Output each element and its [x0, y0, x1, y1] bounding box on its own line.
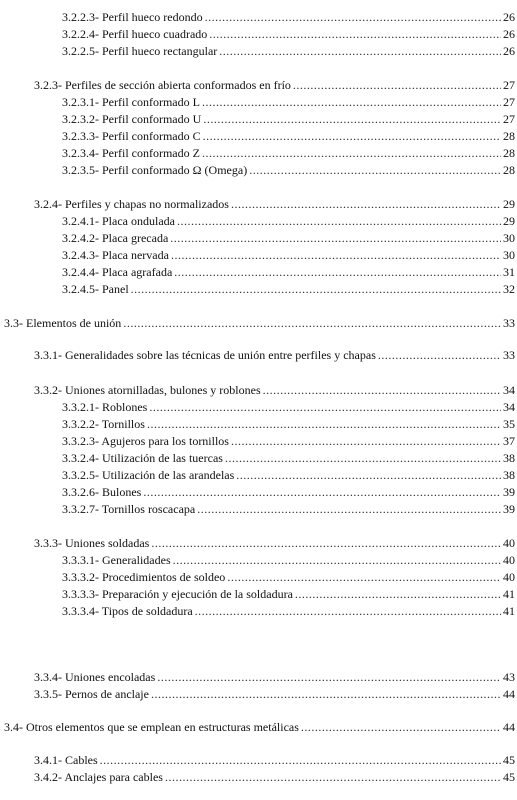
toc-entry-page: 40	[503, 536, 515, 550]
toc-entry-page: 26	[503, 10, 515, 24]
toc-entry-label: 3.2.3.3- Perfil conformado C	[62, 129, 201, 143]
toc-entry-label: 3.3.4- Uniones encoladas	[34, 670, 156, 684]
toc-entry	[62, 604, 515, 619]
toc-entry-label: 3.2.3.4- Perfil conformado Z	[62, 146, 200, 160]
toc-entry	[34, 770, 515, 785]
toc-entry-page: 28	[503, 129, 515, 143]
toc-entry	[62, 434, 515, 449]
dot-leader	[195, 604, 501, 619]
toc-entry	[62, 417, 515, 432]
toc-entry-page: 26	[503, 44, 515, 58]
toc-entry-page: 45	[503, 770, 515, 784]
toc-entry-page: 28	[503, 163, 515, 177]
toc-entry	[62, 502, 515, 517]
toc-entry-page: 33	[503, 316, 515, 330]
toc-entry-label: 3.3.2.2- Tornillos	[62, 417, 145, 431]
toc-entry	[34, 197, 515, 212]
dot-leader	[205, 10, 501, 25]
toc-entry	[62, 10, 515, 25]
dot-leader	[293, 78, 501, 93]
toc-entry-label: 3.3.2.1- Roblones	[62, 400, 148, 414]
toc-entry-label: 3.3.3.3- Preparación y ejecución de la soldadura	[62, 587, 293, 601]
dot-leader	[143, 485, 501, 500]
dot-leader	[203, 129, 501, 144]
toc-entry	[34, 78, 515, 93]
dot-leader	[263, 383, 501, 398]
toc-entry-label: 3.3- Elementos de unión	[4, 316, 122, 330]
toc-entry	[34, 753, 515, 768]
toc-entry	[62, 112, 515, 127]
toc-entry	[62, 248, 515, 263]
toc-entry-page: 27	[503, 95, 515, 109]
dot-leader	[197, 502, 501, 517]
toc-entry	[62, 400, 515, 415]
dot-leader	[100, 753, 501, 768]
toc-entry	[62, 95, 515, 110]
toc-entry-label: 3.2.2.3- Perfil hueco redondo	[62, 10, 203, 24]
toc-entry	[62, 44, 515, 59]
dot-leader	[157, 670, 501, 685]
dot-leader	[295, 587, 501, 602]
toc-entry	[62, 468, 515, 483]
toc-entry-label: 3.2.3.1- Perfil conformado L	[62, 95, 200, 109]
toc-entry-label: 3.3.2.4- Utilización de las tuercas	[62, 451, 223, 465]
toc-entry-label: 3.3.3.2- Procedimientos de soldeo	[62, 570, 226, 584]
dot-leader	[151, 687, 501, 702]
toc-entry-label: 3.3.3- Uniones soldadas	[34, 536, 150, 550]
toc-entry-page: 38	[503, 468, 515, 482]
toc-entry	[62, 587, 515, 602]
toc-entry-label: 3.3.2.3- Agujeros para los tornillos	[62, 434, 229, 448]
toc-entry	[34, 536, 515, 551]
toc-entry-label: 3.2.4.3- Placa nervada	[62, 248, 169, 262]
toc-entry	[62, 451, 515, 466]
toc-entry-page: 33	[503, 348, 515, 362]
toc-entry-label: 3.2.4.1- Placa ondulada	[62, 214, 175, 228]
dot-leader	[174, 265, 501, 280]
toc-entry	[62, 27, 515, 42]
toc-entry-label: 3.4.2- Anclajes para cables	[34, 770, 163, 784]
toc-entry-page: 28	[503, 146, 515, 160]
toc-entry	[62, 485, 515, 500]
toc-entry	[62, 163, 515, 178]
toc-entry-page: 44	[503, 720, 515, 734]
toc-entry-label: 3.2.4.5- Panel	[62, 282, 129, 296]
dot-leader	[170, 231, 501, 246]
dot-leader	[378, 348, 501, 363]
dot-leader	[151, 536, 501, 551]
toc-entry-label: 3.2.3.2- Perfil conformado U	[62, 112, 202, 126]
dot-leader	[236, 468, 501, 483]
toc-entry-label: 3.2.3- Perfiles de sección abierta conformados en frío	[34, 78, 291, 92]
toc-entry-label: 3.3.5- Pernos de anclaje	[34, 687, 149, 701]
toc-entry-page: 34	[503, 400, 515, 414]
toc-entry	[62, 231, 515, 246]
dot-leader	[202, 95, 501, 110]
dot-leader	[231, 197, 501, 212]
dot-leader	[177, 214, 501, 229]
dot-leader	[173, 553, 501, 568]
toc-entry-label: 3.3.3.4- Tipos de soldadura	[62, 604, 193, 618]
toc-entry-label: 3.2.2.4- Perfil hueco cuadrado	[62, 27, 208, 41]
toc-entry-label: 3.4.1- Cables	[34, 753, 98, 767]
toc-entry	[4, 720, 515, 735]
toc-entry	[62, 214, 515, 229]
toc-entry-page: 29	[503, 197, 515, 211]
toc-entry-label: 3.3.2.6- Bulones	[62, 485, 142, 499]
toc-entry-label: 3.2.4- Perfiles y chapas no normalizados	[34, 197, 229, 211]
dot-leader	[225, 451, 501, 466]
toc-entry-label: 3.3.1- Generalidades sobre las técnicas de unión entre perfiles y chapas	[34, 348, 376, 362]
toc-entry-page: 44	[503, 687, 515, 701]
dot-leader	[202, 146, 501, 161]
dot-leader	[231, 434, 501, 449]
dot-leader	[227, 570, 501, 585]
toc-entry-page: 37	[503, 434, 515, 448]
toc-entry-page: 43	[503, 670, 515, 684]
toc-entry	[62, 129, 515, 144]
dot-leader	[149, 400, 501, 415]
toc-entry-page: 30	[503, 231, 515, 245]
toc-entry-page: 31	[503, 265, 515, 279]
toc-entry	[4, 316, 515, 331]
toc-entry-page: 35	[503, 417, 515, 431]
toc-entry-label: 3.2.3.5- Perfil conformado Ω (Omega)	[62, 163, 248, 177]
toc-entry-page: 27	[503, 78, 515, 92]
toc-entry-label: 3.3.2.7- Tornillos roscacapa	[62, 502, 196, 516]
toc-entry-page: 30	[503, 248, 515, 262]
toc-entry-page: 29	[503, 214, 515, 228]
dot-leader	[203, 112, 501, 127]
toc-entry-page: 38	[503, 451, 515, 465]
toc-entry-page: 39	[503, 485, 515, 499]
toc-entry-page: 27	[503, 112, 515, 126]
toc-entry-page: 39	[503, 502, 515, 516]
toc-entry-label: 3.3.2- Uniones atornilladas, bulones y roblones	[34, 383, 261, 397]
dot-leader	[123, 316, 501, 331]
dot-leader	[249, 163, 501, 178]
toc-entry-label: 3.2.2.5- Perfil hueco rectangular	[62, 44, 218, 58]
toc-entry	[34, 670, 515, 685]
toc-entry-page: 40	[503, 570, 515, 584]
toc-entry	[62, 265, 515, 280]
toc-entry	[62, 146, 515, 161]
dot-leader	[165, 770, 501, 785]
toc-entry	[34, 348, 515, 363]
toc-entry	[34, 687, 515, 702]
toc-entry-page: 40	[503, 553, 515, 567]
dot-leader	[301, 720, 501, 735]
dot-leader	[131, 282, 501, 297]
dot-leader	[171, 248, 501, 263]
dot-leader	[209, 27, 501, 42]
toc-entry-label: 3.2.4.2- Placa grecada	[62, 231, 169, 245]
toc-entry-label: 3.3.3.1- Generalidades	[62, 553, 171, 567]
toc-entry-page: 34	[503, 383, 515, 397]
toc-entry-label: 3.3.2.5- Utilización de las arandelas	[62, 468, 235, 482]
toc-entry-page: 45	[503, 753, 515, 767]
toc-entry-page: 32	[503, 282, 515, 296]
toc-entry-label: 3.2.4.4- Placa agrafada	[62, 265, 173, 279]
toc-entry	[62, 282, 515, 297]
toc-entry-page: 41	[503, 587, 515, 601]
dot-leader	[147, 417, 501, 432]
toc-entry	[62, 570, 515, 585]
toc-entry	[34, 383, 515, 398]
toc-entry-page: 41	[503, 604, 515, 618]
dot-leader	[219, 44, 501, 59]
toc-entry-label: 3.4- Otros elementos que se emplean en estructuras metálicas	[4, 720, 299, 734]
toc-entry-page: 26	[503, 27, 515, 41]
toc-entry	[62, 553, 515, 568]
